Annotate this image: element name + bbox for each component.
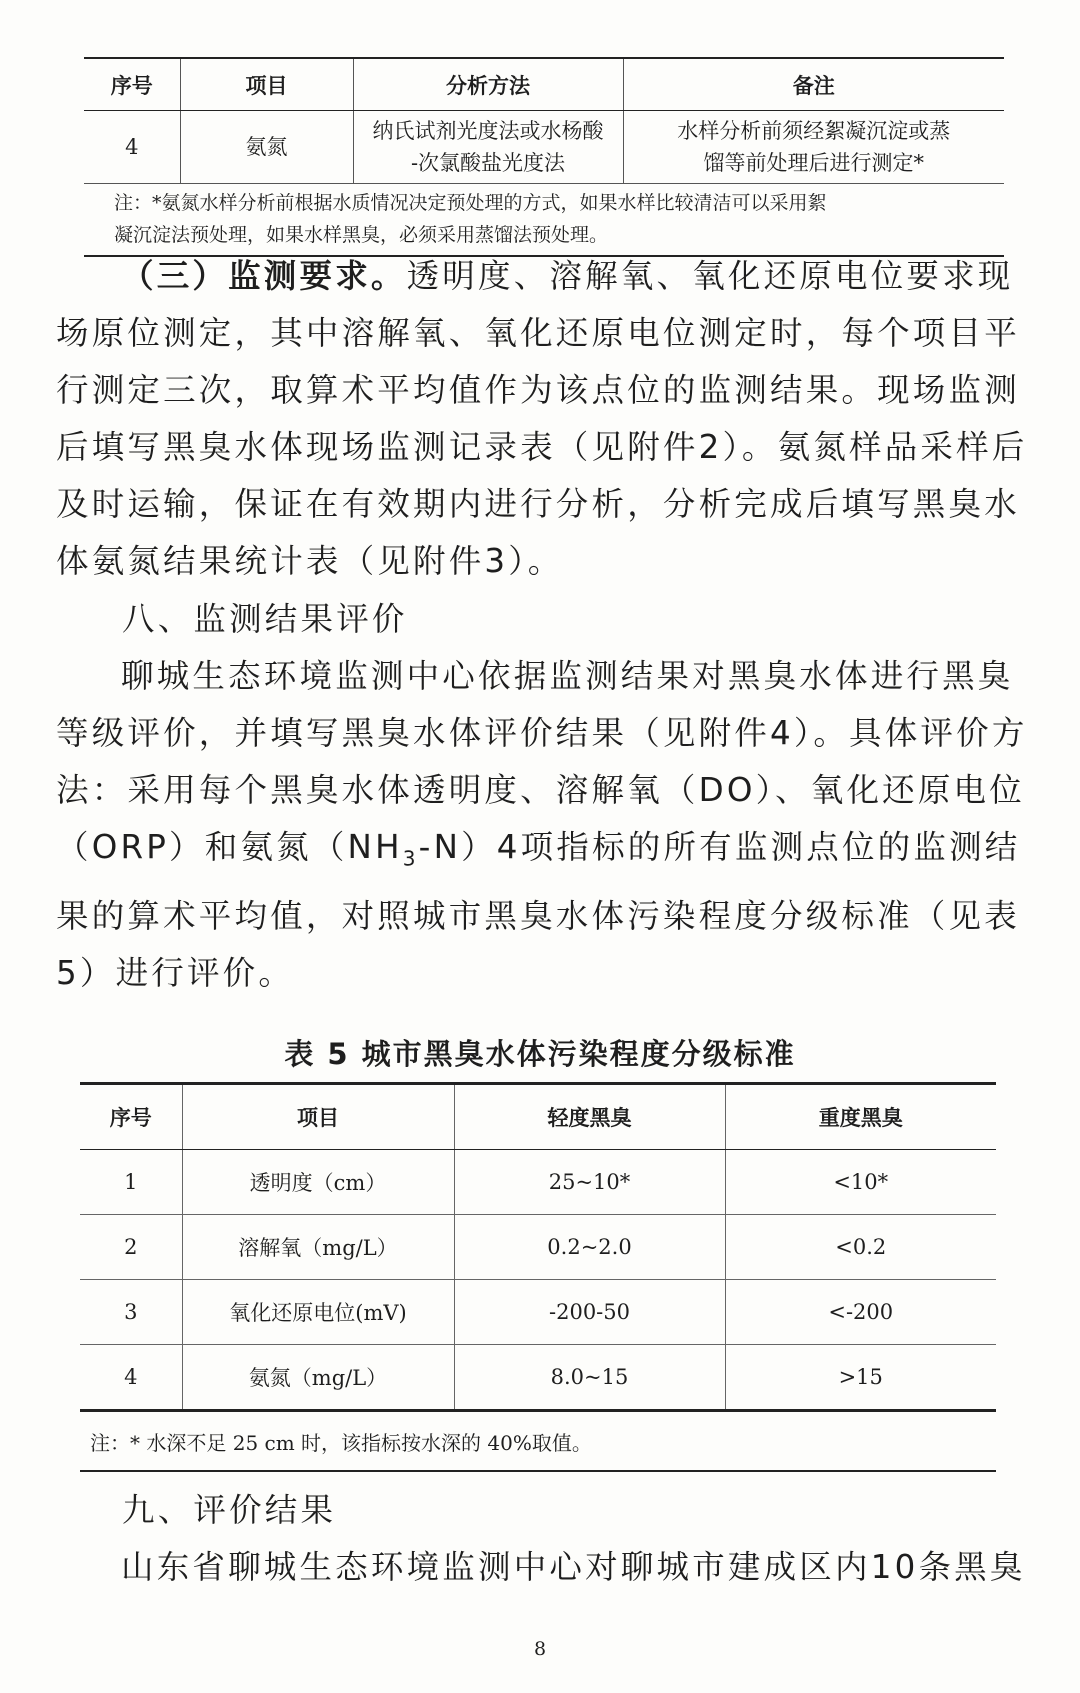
remark-line-1: 水样分析前须经絮凝沉淀或蒸 bbox=[677, 119, 951, 143]
section-3-title: （三）监测要求。 bbox=[121, 257, 407, 295]
cell-no: 4 bbox=[80, 1345, 182, 1411]
table-header-row bbox=[80, 1084, 996, 1150]
cell-heavy: >15 bbox=[725, 1345, 996, 1411]
header-cell: 备注 bbox=[623, 58, 1004, 111]
page-number: 8 bbox=[533, 1638, 547, 1660]
row-method bbox=[353, 111, 623, 184]
cell-light: 0.2~2.0 bbox=[454, 1215, 725, 1280]
table-row bbox=[80, 1215, 996, 1280]
table-note bbox=[84, 184, 1004, 257]
method-line-1: 纳氏试剂光度法或水杨酸 bbox=[372, 119, 604, 143]
header-cell: 项目 bbox=[180, 58, 353, 111]
cell-no: 3 bbox=[80, 1280, 182, 1345]
row-item: 氨氮 bbox=[180, 111, 353, 184]
section-3-block bbox=[56, 248, 1036, 590]
analysis-method-table bbox=[84, 57, 1004, 257]
section-3-text: 透明度、溶解氧、氧化还原电位要求现场原位测定，其中溶解氧、氧化还原电位测定时，每个项目平行测定三次，取算术平均值作为该点位的监测结果。现场监测后填写黑臭水体现场监测记录表（见附件2）。氨氮样品采样后及时运输，保证在有效期内进行分析，分析完成后填写黑臭水体氨氮结果统计表（见附件3）。 bbox=[56, 257, 1028, 580]
cell-no: 1 bbox=[80, 1150, 182, 1215]
section-8-text-b: -N）4项指标的所有监测点位的监测结果的算术平均值，对照城市黑臭水体污染程度分级标准（见表5）进行评价。 bbox=[56, 828, 1021, 992]
header-cell: 分析方法 bbox=[353, 58, 623, 111]
header-cell: 重度黑臭 bbox=[725, 1084, 996, 1150]
table-row bbox=[80, 1280, 996, 1345]
note-line-2: 凝沉淀法预处理，如果水样黑臭，必须采用蒸馏法预处理。 bbox=[114, 224, 609, 246]
cell-heavy: <-200 bbox=[725, 1280, 996, 1345]
header-cell: 项目 bbox=[182, 1084, 454, 1150]
section-8-paragraph bbox=[56, 648, 1036, 1002]
cell-no: 2 bbox=[80, 1215, 182, 1280]
section-8-heading: 八、监测结果评价 bbox=[122, 600, 408, 638]
section-8-block bbox=[56, 591, 1036, 1002]
header-cell: 序号 bbox=[80, 1084, 182, 1150]
section-3-paragraph bbox=[56, 248, 1036, 590]
section-9-heading: 九、评价结果 bbox=[122, 1491, 337, 1529]
row-number: 4 bbox=[84, 111, 180, 184]
cell-item: 氧化还原电位(mV) bbox=[182, 1280, 454, 1345]
table-row bbox=[80, 1345, 996, 1411]
cell-item: 溶解氧（mg/L） bbox=[182, 1215, 454, 1280]
cell-item: 氨氮（mg/L） bbox=[182, 1345, 454, 1411]
cell-light: 25~10* bbox=[454, 1150, 725, 1215]
pollution-grade-table bbox=[80, 1082, 996, 1412]
section-9-block bbox=[56, 1482, 1036, 1596]
table-header-row bbox=[84, 58, 1004, 111]
row-remark bbox=[623, 111, 1004, 184]
header-cell: 轻度黑臭 bbox=[454, 1084, 725, 1150]
remark-line-2: 馏等前处理后进行测定* bbox=[703, 151, 924, 175]
table-row bbox=[80, 1150, 996, 1215]
table-row bbox=[84, 111, 1004, 184]
table-note-row bbox=[84, 184, 1004, 257]
cell-heavy: <10* bbox=[725, 1150, 996, 1215]
cell-light: -200-50 bbox=[454, 1280, 725, 1345]
table-5-title: 表 5 城市黑臭水体污染程度分级标准 bbox=[284, 1037, 796, 1071]
cell-light: 8.0~15 bbox=[454, 1345, 725, 1411]
method-line-2: -次氯酸盐光度法 bbox=[410, 151, 566, 175]
section-8-text-a: 聊城生态环境监测中心依据监测结果对黑臭水体进行黑臭等级评价，并填写黑臭水体评价结果（见附件4）。具体评价方法：采用每个黑臭水体透明度、溶解氧（DO）、氧化还原电位（ORP）和氨氮（NH bbox=[56, 657, 1028, 866]
cell-item: 透明度（cm） bbox=[182, 1150, 454, 1215]
section-9-paragraph: 山东省聊城生态环境监测中心对聊城市建成区内10条黑臭 bbox=[121, 1548, 1026, 1586]
note-line-1: 注：*氨氮水样分析前根据水质情况决定预处理的方式，如果水样比较清洁可以采用絮 bbox=[114, 192, 827, 214]
table-5-note: 注：* 水深不足 25 cm 时，该指标按水深的 40%取值。 bbox=[80, 1414, 996, 1472]
cell-heavy: <0.2 bbox=[725, 1215, 996, 1280]
subscript-3: 3 bbox=[402, 846, 419, 871]
header-cell: 序号 bbox=[84, 58, 180, 111]
